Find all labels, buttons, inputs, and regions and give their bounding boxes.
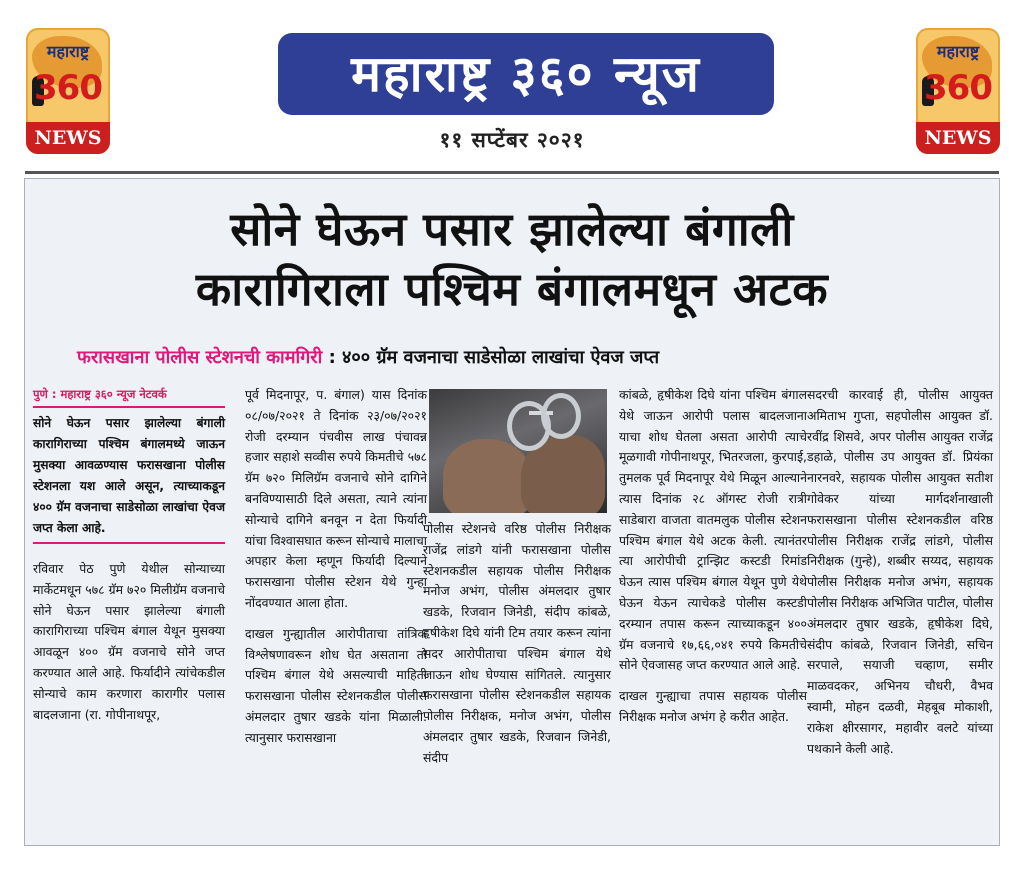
logo-number: 360: [34, 68, 102, 108]
logo-top-text: महाराष्ट्र: [936, 42, 980, 61]
subheadline: [77, 345, 659, 369]
byline-divider: [33, 406, 225, 408]
column-2-paragraph-2: दाखल गुन्ह्यातील आरोपीताचा तांत्रिक विश्लेषणावरून शोध घेत असताना तो पश्चिम बंगाल येथे असल्याची माहिती फरासखाना पोलीस स्टेशनकडील पोलीस अंमलदार तुषार खडके यांना मिळाली. त्यानुसार फरासखाना: [245, 625, 427, 745]
logo-top-text: महाराष्ट्र: [46, 42, 90, 61]
masthead-title: महाराष्ट्र ३६० न्यूज: [278, 33, 774, 115]
article-column-5: [807, 385, 993, 759]
column-5-paragraph: सदरची कारवाई ही, पोलीस आयुक्त अमिताभ गुप्ता, सहपोलीस आयुक्त डॉ. रवींद्र शिसवे, अपर पोलीस आयुक्त राजेंद्र डहाळे, पोलीस उप आयुक्त डॉ. प्रियंका नारनवरे, सहायक पोलीस आयुक्त सतीश गोवेकर यांच्या मार्गदर्शनाखाली फरासखाना पोलीस स्टेशनकडील वरिष्ठ पोलीस निरीक्षक राजेंद्र लांडगे, पोलीस निरीक्षक (गुन्हे), शब्बीर सय्यद, सहायक पोलीस निरीक्षक मनोज अभंग, सहायक पोलीस निरीक्षक अभिजित पाटील, पोलीस अंमलदार तुषार खडके, हृषीकेश दिघे, संदीप कांबळे, रिजवान जिनेडी, सचिन सरपाले, सयाजी चव्हाण, समीर माळवदकर, अभिनय चौधरी, वैभव स्वामी, मोहन दळवी, मेहबूब मोकाशी, राकेश क्षीरसागर, महावीर वलटे यांच्या पथकाने केली आहे.: [807, 387, 993, 756]
logo-label: NEWS: [916, 122, 1000, 154]
masthead-divider: [25, 171, 999, 174]
byline: पुणे : महाराष्ट्र ३६० न्यूज नेटवर्क: [33, 387, 167, 401]
headline-line-1: सोने घेऊन पसार झालेल्या बंगाली: [230, 202, 794, 256]
logo-number: 360: [924, 68, 992, 108]
column-1-paragraph: रविवार पेठ पुणे येथील सोन्याच्या मार्केटमधून ५७८ ग्रॅम ७२० मिलीग्रॅम वजनाचे सोने घेऊन पसार झालेल्या बंगाली कारागिराच्या पश्चिम बंगाल येथून मुसक्या आवळून ४०० ग्रॅम वजनाचे सोने जप्त करण्यात आले आहे. फिर्यादीने त्यांचेकडील सोन्याचे काम करणारा कारागीर पलास बादलजाना (रा. गोपीनाथपूर,: [33, 561, 225, 722]
logo-label: NEWS: [26, 122, 110, 154]
logo-right: [916, 28, 1000, 154]
column-4-paragraph-1: कांबळे, हृषीकेश दिघे यांना पश्चिम बंगाल येथे जाऊन आरोपी पलास बादलजाना याचा शोध घेतला असता आरोपी त्याचे मूळगावी गोपीनाथपूर, भितरजला, कुरपाई, तुमलक पूर्व मिदनापूर येथे मिळून आल्याने त्यास दिनांक २८ ऑगस्ट रोजी रात्री साडेबारा वाजता वातमलुक पोलीस स्टेशन पश्चिम बंगाल येथे अटक केली. त्यानंतर त्या आरोपीची ट्रान्झिट कस्टडी रिमांड घेऊन त्यास पश्चिम बंगाल येथून पुणे येथे घेऊन येऊन त्याचेकडे पोलीस कस्टडी दरम्यान तपास करून त्याच्याकडून ४०० ग्रॅम वजनाचे १७,६६,०४१ रुपये किमतीचे सोने ऐवजासह जप्त करण्यात आले आहे.: [619, 387, 807, 673]
article-column-4: [619, 385, 807, 728]
subhead-left: फरासखाना पोलीस स्टेशनची कामगिरी: [77, 347, 323, 368]
article-column-3: [423, 385, 611, 769]
column-3-paragraph: पोलीस स्टेशनचे वरिष्ठ पोलीस निरीक्षक राजेंद्र लांडगे यांनी फरासखाना पोलीस स्टेशनकडील सहायक पोलीस निरीक्षक मनोज अभंग, पोलीस अंमलदार तुषार खडके, रिजवान जिनेडी, संदीप कांबळे, हृषीकेश दिघे यांनी टिम तयार करून त्यांना सदर आरोपीताचा पश्चिम बंगाल येथे जाऊन शोध घेण्यास सांगितले. त्यानुसार फरासखाना पोलीस स्टेशनकडील सहायक पोलीस निरीक्षक, मनोज अभंग, पोलीस अंमलदार तुषार खडके, रिजवान जिनेडी, संदीप: [423, 521, 611, 765]
subhead-right: : ४०० ग्रॅम वजनाचा साडेसोळा लाखांचा ऐवज जप्त: [322, 347, 660, 368]
column-4-paragraph-2: दाखल गुन्ह्याचा तपास सहायक पोलीस निरीक्षक मनोज अभंग हे करीत आहेत.: [619, 688, 807, 724]
column-2-paragraph-1: पूर्व मिदनापूर, प. बंगाल) यास दिनांक ०८/०७/२०२१ ते दिनांक २३/०७/२०२१ रोजी दरम्यान पंचवीस लाख पंचावन्न हजार सहाशे सव्वीस रुपये किमतीचे ५७८ ग्रॅम ७२० मिलिग्रॅम वजनाचे सोने दागिने बनविण्यासाठी दिले असता, त्याने त्यांना सोन्याचे दागिने बनवून न देता फिर्यादी यांचा विश्वासघात करून सोन्याचे मालाचा अपहार केला म्हणून फिर्यादी दिल्याने फरासखाना पोलीस स्टेशन येथे गुन्हा नोंदवण्यात आला होता.: [245, 387, 427, 610]
intro-paragraph: सोने घेऊन पसार झालेल्या बंगाली कारागिराच्या पश्चिम बंगालमध्ये जाऊन मुसक्या आवळण्यास फरासखाना पोलीस स्टेशनला यश आले असून, त्याच्याकडून ४०० ग्रॅम वजनाचा साडेसोळा लाखांचा ऐवज जप्त केला आहे.: [33, 416, 225, 535]
headline-line-2: कारागिराला पश्चिम बंगालमधून अटक: [195, 262, 829, 316]
article-column-1: [33, 385, 225, 725]
issue-date: ११ सप्टेंबर २०२१: [439, 128, 585, 152]
article-panel: [24, 178, 1000, 846]
intro-divider: [33, 542, 225, 544]
article-column-2: [245, 385, 427, 749]
